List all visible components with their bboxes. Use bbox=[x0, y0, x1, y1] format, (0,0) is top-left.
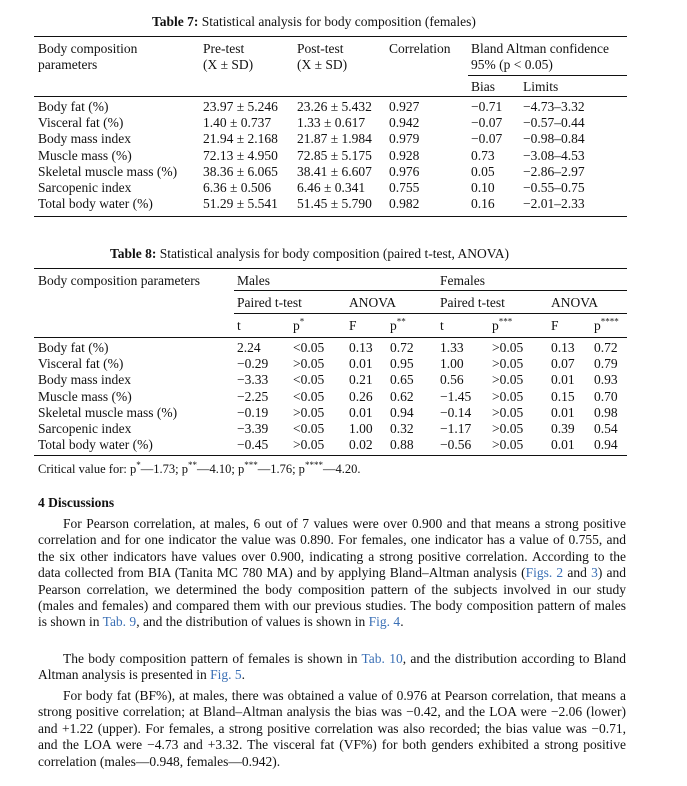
t8-cell-m-p-anova: 0.88 bbox=[390, 437, 414, 453]
t7-cell-bias: 0.05 bbox=[471, 163, 495, 179]
t7-cell-posttest: 38.41 ± 6.607 bbox=[297, 163, 372, 179]
t8-cell-f-p-anova: 0.79 bbox=[594, 356, 618, 372]
t8-header-males: Males bbox=[237, 273, 270, 288]
t8-cell-f-p: >0.05 bbox=[492, 421, 524, 436]
t7-cell-posttest: 21.87 ± 1.984 bbox=[297, 131, 372, 147]
t8-cell-f-F: 0.15 bbox=[551, 388, 575, 404]
t8-cell-m-F: 0.01 bbox=[349, 404, 373, 420]
t7-cell-limits: −2.86–2.97 bbox=[523, 163, 585, 179]
t7-cell-correlation: 0.928 bbox=[389, 147, 420, 163]
t8-cell-f-F: 0.01 bbox=[551, 437, 575, 453]
t7-cell-correlation: 0.927 bbox=[389, 99, 420, 114]
fig3-link[interactable]: 3 bbox=[591, 565, 598, 581]
t7-header-correlation: Correlation bbox=[389, 41, 451, 56]
t8-header-f-paired: Paired t-test bbox=[440, 295, 505, 310]
t8-cell-param: Body mass index bbox=[38, 372, 131, 388]
t7-header-limits: Limits bbox=[523, 79, 559, 94]
table8-top-rule bbox=[34, 268, 627, 269]
t8-cell-m-p: >0.05 bbox=[293, 356, 325, 372]
t8-cell-param: Muscle mass (%) bbox=[38, 388, 132, 404]
t8-cell-f-p: >0.05 bbox=[492, 404, 524, 420]
t8-header-m-t: t bbox=[237, 318, 241, 333]
t8-cell-m-p-anova: 0.62 bbox=[390, 388, 414, 404]
discussion-paragraph-3: For body fat (BF%), at males, there was obtained a value of 0.976 at Pearson correlation, that means a strong positive correlation; at Bland–Altman analysis the bias was −0.42, and the LOA were −2.06 (lower) and +1.22 (upper). For females, a strong positive correlation was also recorded; the bias value was −0.71, and the LOA were −4.73 and +3.32. The visceral fat (VF%) for both genders exhibited a strong positive correlation (males—0.948, females—0.942). bbox=[38, 688, 626, 769]
t7-header-pre-2: (X ± SD) bbox=[203, 57, 254, 72]
t8-bottom-rule bbox=[34, 455, 627, 456]
t7-cell-limits: −0.98–0.84 bbox=[523, 131, 585, 147]
discussion-paragraph-2: The body composition pattern of females is shown in Tab. 10, and the distribution according to Bland Altman analysis is presented in Fig. 5. bbox=[38, 651, 626, 683]
t8-cell-f-t: −1.45 bbox=[440, 388, 472, 404]
t7-header-post-1: Post-test bbox=[297, 41, 344, 56]
t8-cell-m-F: 1.00 bbox=[349, 421, 373, 436]
table7-caption-text: Statistical analysis for body composition (females) bbox=[198, 14, 476, 29]
section-heading: 4 Discussions bbox=[38, 495, 115, 510]
t7-cell-param: Skeletal muscle mass (%) bbox=[38, 163, 178, 179]
t7-cell-bias: 0.16 bbox=[471, 196, 495, 212]
t8-cell-m-t: 2.24 bbox=[237, 340, 261, 355]
t7-cell-correlation: 0.979 bbox=[389, 131, 420, 147]
t8-cell-m-t: −3.33 bbox=[237, 372, 269, 388]
t8-group-rule bbox=[234, 290, 627, 291]
t8-cell-f-F: 0.39 bbox=[551, 421, 575, 436]
t7-cell-pretest: 23.97 ± 5.246 bbox=[203, 99, 278, 114]
t8-cell-m-p: <0.05 bbox=[293, 421, 325, 436]
t8-header-f-t: t bbox=[440, 318, 444, 333]
t8-header-females: Females bbox=[440, 273, 485, 288]
t8-cell-f-t: 1.00 bbox=[440, 356, 464, 372]
t7-cell-param: Visceral fat (%) bbox=[38, 115, 124, 131]
t8-cell-m-p: >0.05 bbox=[293, 404, 325, 420]
fig4-link[interactable]: Fig. 4 bbox=[368, 614, 401, 630]
t8-header-m-F: F bbox=[349, 318, 357, 333]
t8-cell-f-F: 0.13 bbox=[551, 340, 575, 355]
tab9-link[interactable]: Tab. 9 bbox=[102, 614, 137, 630]
table7-caption-label: Table 7: bbox=[152, 14, 199, 29]
t8-header-m-anova: ANOVA bbox=[349, 295, 397, 310]
table8-caption-text: Statistical analysis for body composition (paired t-test, ANOVA) bbox=[156, 246, 509, 261]
t8-cell-f-p: >0.05 bbox=[492, 340, 524, 355]
t8-cell-f-t: 1.33 bbox=[440, 340, 464, 355]
t7-cell-correlation: 0.755 bbox=[389, 180, 420, 195]
t8-cell-f-p-anova: 0.54 bbox=[594, 421, 618, 436]
t8-cell-f-p-anova: 0.72 bbox=[594, 340, 618, 355]
t8-cell-m-p-anova: 0.94 bbox=[390, 404, 414, 420]
t7-cell-pretest: 21.94 ± 2.168 bbox=[203, 131, 278, 147]
t8-header-f-p-anova: p**** bbox=[594, 316, 619, 333]
t8-cell-f-p-anova: 0.98 bbox=[594, 404, 618, 420]
t7-cell-bias: 0.10 bbox=[471, 180, 495, 195]
t7-cell-param: Total body water (%) bbox=[38, 196, 153, 212]
t8-cell-f-p: >0.05 bbox=[492, 437, 524, 453]
t8-cell-m-t: −0.45 bbox=[237, 437, 269, 453]
t7-header-post-2: (X ± SD) bbox=[297, 57, 348, 72]
t8-cell-param: Sarcopenic index bbox=[38, 421, 132, 436]
t8-cell-m-p: >0.05 bbox=[293, 437, 325, 453]
t8-cell-f-F: 0.01 bbox=[551, 372, 575, 388]
t8-cell-m-p-anova: 0.72 bbox=[390, 340, 414, 355]
t8-cell-f-t: −0.14 bbox=[440, 404, 472, 420]
t7-bottom-rule bbox=[34, 216, 627, 217]
t7-header-param-2: parameters bbox=[38, 57, 98, 72]
fig2-link[interactable]: Figs. 2 bbox=[525, 565, 564, 581]
t8-cell-f-t: −1.17 bbox=[440, 421, 472, 436]
t7-header-ba-2: 95% (p < 0.05) bbox=[471, 57, 553, 72]
t8-cell-m-t: −0.29 bbox=[237, 356, 269, 372]
t8-cell-m-t: −0.19 bbox=[237, 404, 269, 420]
t7-cell-bias: −0.71 bbox=[471, 99, 503, 114]
t7-header-param-1: Body composition bbox=[38, 41, 138, 56]
t8-cell-m-t: −3.39 bbox=[237, 421, 269, 436]
t8-cell-f-t: 0.56 bbox=[440, 372, 464, 388]
t7-cell-param: Muscle mass (%) bbox=[38, 147, 132, 163]
t8-cell-m-p: <0.05 bbox=[293, 372, 325, 388]
t7-cell-posttest: 1.33 ± 0.617 bbox=[297, 115, 366, 131]
t8-cell-param: Visceral fat (%) bbox=[38, 356, 124, 372]
t7-cell-param: Body fat (%) bbox=[38, 99, 109, 114]
t7-header-pre-1: Pre-test bbox=[203, 41, 245, 56]
t7-cell-pretest: 51.29 ± 5.541 bbox=[203, 196, 278, 212]
t8-header-m-p: p* bbox=[293, 316, 305, 333]
t8-cell-param: Total body water (%) bbox=[38, 437, 153, 453]
t7-cell-bias: −0.07 bbox=[471, 131, 503, 147]
t7-cell-bias: 0.73 bbox=[471, 147, 495, 163]
fig5-link[interactable]: Fig. 5 bbox=[210, 667, 242, 683]
t8-header-m-p-anova: p** bbox=[390, 316, 406, 333]
t7-cell-limits: −0.57–0.44 bbox=[523, 115, 585, 131]
t8-header-m-paired: Paired t-test bbox=[237, 295, 302, 310]
t7-cell-param: Body mass index bbox=[38, 131, 131, 147]
t8-cell-f-p-anova: 0.70 bbox=[594, 388, 618, 404]
t7-cell-posttest: 72.85 ± 5.175 bbox=[297, 147, 372, 163]
t7-cell-limits: −2.01–2.33 bbox=[523, 196, 585, 212]
t8-cell-m-p-anova: 0.95 bbox=[390, 356, 414, 372]
t7-cell-posttest: 23.26 ± 5.432 bbox=[297, 99, 372, 114]
t7-cell-pretest: 72.13 ± 4.950 bbox=[203, 147, 278, 163]
t7-header-bias: Bias bbox=[471, 79, 496, 94]
t7-header-ba-1: Bland Altman confidence bbox=[471, 41, 609, 56]
t7-cell-correlation: 0.982 bbox=[389, 196, 420, 212]
table8-caption bbox=[110, 246, 509, 262]
t8-cell-f-p: >0.05 bbox=[492, 372, 524, 388]
t7-cell-posttest: 6.46 ± 0.341 bbox=[297, 180, 366, 195]
t8-header-f-anova: ANOVA bbox=[551, 295, 599, 310]
t7-ba-subrule bbox=[468, 75, 627, 76]
t7-cell-pretest: 38.36 ± 6.065 bbox=[203, 163, 278, 179]
t8-cell-m-F: 0.21 bbox=[349, 372, 373, 388]
t8-cell-f-F: 0.07 bbox=[551, 356, 575, 372]
t8-cell-m-p-anova: 0.65 bbox=[390, 372, 414, 388]
t8-cell-param: Body fat (%) bbox=[38, 340, 109, 355]
critical-values-note: Critical value for: p*—1.73; p**—4.10; p***—1.76; p****—4.20. bbox=[38, 459, 361, 476]
t8-cell-m-p-anova: 0.32 bbox=[390, 421, 414, 436]
t8-cell-m-F: 0.02 bbox=[349, 437, 373, 453]
t7-cell-param: Sarcopenic index bbox=[38, 180, 132, 195]
t8-cell-m-F: 0.13 bbox=[349, 340, 373, 355]
t7-header-rule bbox=[34, 96, 627, 97]
t8-header-f-F: F bbox=[551, 318, 559, 333]
t8-cell-f-t: −0.56 bbox=[440, 437, 472, 453]
t8-cell-f-p-anova: 0.94 bbox=[594, 437, 618, 453]
t8-cell-m-F: 0.01 bbox=[349, 356, 373, 372]
t8-cell-param: Skeletal muscle mass (%) bbox=[38, 404, 178, 420]
t7-cell-limits: −4.73–3.32 bbox=[523, 99, 585, 114]
t7-cell-correlation: 0.976 bbox=[389, 163, 420, 179]
t8-cell-m-p: <0.05 bbox=[293, 340, 325, 355]
t8-cell-f-p: >0.05 bbox=[492, 388, 524, 404]
t7-cell-bias: −0.07 bbox=[471, 115, 503, 131]
t8-cell-f-p: >0.05 bbox=[492, 356, 524, 372]
table7-top-rule bbox=[34, 36, 627, 37]
t8-cell-f-F: 0.01 bbox=[551, 404, 575, 420]
t8-cell-m-F: 0.26 bbox=[349, 388, 373, 404]
t8-header-f-p: p*** bbox=[492, 316, 513, 333]
t8-header-rule bbox=[34, 337, 627, 338]
t8-cell-m-p: <0.05 bbox=[293, 388, 325, 404]
t8-sub-rule bbox=[234, 313, 627, 314]
t7-cell-limits: −3.08–4.53 bbox=[523, 147, 585, 163]
t7-cell-limits: −0.55–0.75 bbox=[523, 180, 585, 195]
table8-caption-label: Table 8: bbox=[110, 246, 157, 261]
tab10-link[interactable]: Tab. 10 bbox=[361, 651, 403, 666]
t8-cell-m-t: −2.25 bbox=[237, 388, 269, 404]
t7-cell-posttest: 51.45 ± 5.790 bbox=[297, 196, 372, 212]
t7-cell-correlation: 0.942 bbox=[389, 115, 420, 131]
discussion-paragraph-1: For Pearson correlation, at males, 6 out of 7 values were over 0.900 and that means a strong positive correlation and for one indicator the value was 0.890. For females, one indicator has a value of 0.755, and the six other indicators have values over 0.900, indicating a strong positive correlation. According to the data collected from BIA (Tanita MC 780 MA) and by applying Bland–Altman analysis (Figs. 2 and 3) and Pearson correlation, we determined the body composition pattern of the subjects involved in our study (males and females) and compared them with our previous studies. The body composition pattern of males is shown in Tab. 9, and the distribution of values is shown in Fig. 4. bbox=[38, 516, 626, 630]
t7-cell-pretest: 1.40 ± 0.737 bbox=[203, 115, 272, 131]
t8-cell-f-p-anova: 0.93 bbox=[594, 372, 618, 388]
t7-cell-pretest: 6.36 ± 0.506 bbox=[203, 180, 272, 195]
table7-caption bbox=[152, 14, 476, 30]
t8-header-param: Body composition parameters bbox=[38, 273, 200, 288]
